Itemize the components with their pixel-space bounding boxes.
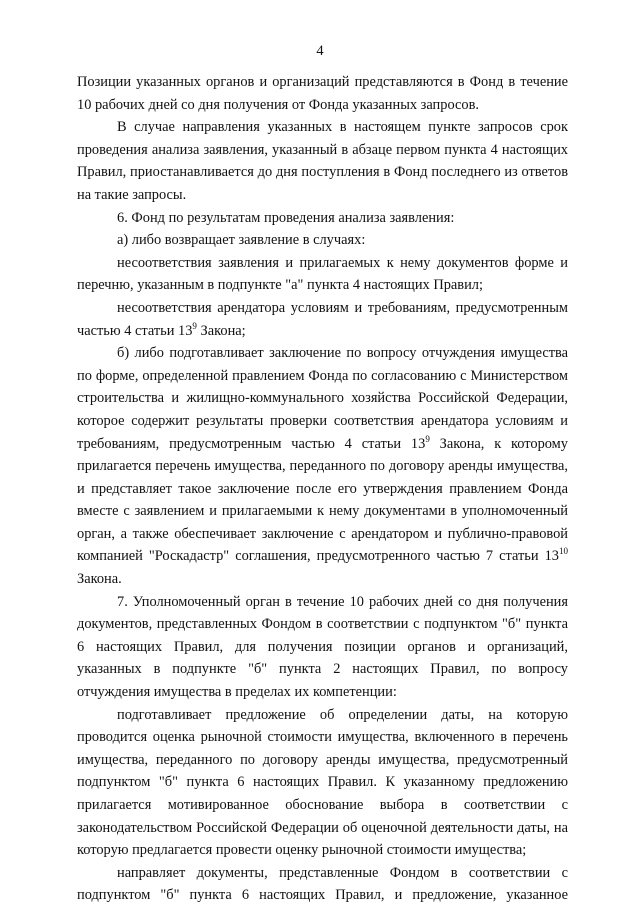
superscript-article-number: 10 — [559, 546, 568, 557]
document-body — [77, 71, 568, 907]
page-number: 4 — [316, 43, 324, 59]
text-fragment: несоответствия арендатора условиям и требованиям, предусмотренным частью 4 статьи 13 — [77, 299, 568, 339]
paragraph-nonconformity-documents: несоответствия заявления и прилагаемых к нему документов форме и перечню, указанным в подпункте "а" пункта 4 настоящих Правил; — [77, 254, 568, 294]
paragraph-suspension-of-analysis: В случае направления указанных в настоящем пункте запросов срок проведения анализа заявления, указанный в абзаце первом пункта 4 настоящих Правил, приостанавливается до дня поступления в Фонд последнего из ответов на такие запросы. — [77, 119, 568, 203]
paragraph-nonconformity-lessee — [77, 297, 568, 342]
superscript-article-number: 9 — [425, 433, 430, 444]
paragraph-subitem-b — [77, 342, 568, 591]
text-fragment: б) либо подготавливает заключение по вопросу отчуждения имущества по форме, определенной правлением Фонда по согласованию с Министерством строительства и жилищно-коммунального хозяйства Российской Федерации, которое содержит результаты проверки соответствия арендатора условиям и требованиям, предусмотренным частью 4 статьи 13 — [77, 345, 568, 452]
paragraph-item-6-intro: 6. Фонд по результатам проведения анализа заявления: — [117, 209, 455, 226]
paragraph-prepares-proposal: подготавливает предложение об определении даты, на которую проводится оценка рыночной стоимости имущества, включенного в перечень имущества, переданного по договору аренды имущества, предусмотренный подпунктом "б" пункта 6 настоящих Правил. К указанному предложению прилагается мотивированное обоснование выбора в соответствии с законодательством Российской Федерации об оценочной деятельности даты, на которую предлагается провести оценку рыночной стоимости имущества; — [77, 706, 568, 859]
superscript-article-number: 9 — [192, 320, 197, 331]
text-fragment: Закона; — [196, 322, 246, 339]
text-fragment: Закона. — [77, 571, 122, 588]
paragraph-item-7-intro: 7. Уполномоченный орган в течение 10 рабочих дней со дня получения документов, представленных Фондом в соответствии с подпунктом "б" пункта 6 настоящих Правил, для получения позиции органов и организаций, указанных в подпункте "б" пункта 2 настоящих Правил, по вопросу отчуждения имущества в пределах их компетенции: — [77, 593, 568, 701]
paragraph-subitem-a: а) либо возвращает заявление в случаях: — [117, 232, 366, 249]
text-fragment: Закона, к которому прилагается перечень имущества, переданного по договору аренды имущества, и представляет такое заключение после его утверждения правлением Фонда вместе с заявлением и прилагаемыми к нему документами в уполномоченный орган, а также обеспечивает заключение с арендатором и публично-правовой компанией "Роскадастр" соглашения, предусмотренного частью 7 статьи 13 — [77, 435, 568, 565]
paragraph-positions-submitted: Позиции указанных органов и организаций представляются в Фонд в течение 10 рабочих дней со дня получения от Фонда указанных запросов. — [77, 74, 568, 113]
paragraph-sends-documents: направляет документы, представленные Фондом в соответствии с подпунктом "б" пункта 6 настоящих Правил, и предложение, указанное — [77, 864, 568, 904]
